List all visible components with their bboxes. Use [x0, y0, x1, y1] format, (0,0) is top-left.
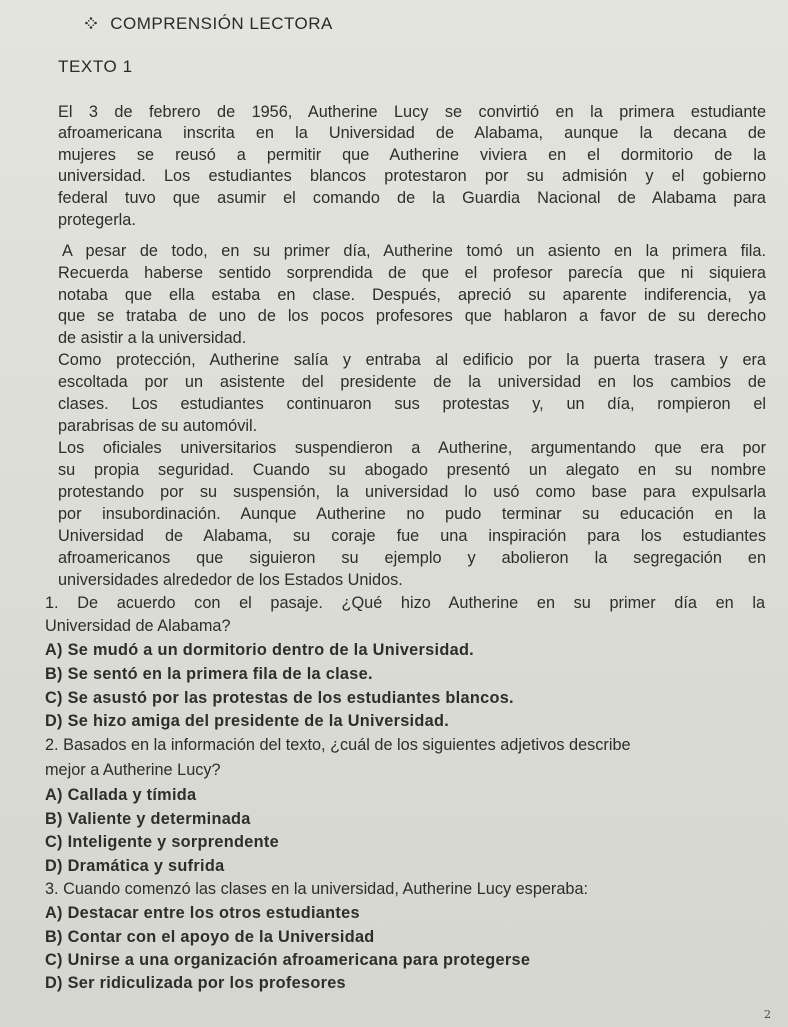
question-3-text: 3. Cuando comenzó las clases en la universidad, Autherine Lucy esperaba: [45, 880, 589, 898]
text-label: TEXTO 1 [58, 57, 133, 76]
question-1-option-c: C) Se asustó por las protestas de los estudiantes blancos. [45, 689, 514, 707]
question-1-text: Universidad de Alabama? [45, 617, 231, 635]
question-1-text: 1. De acuerdo con el pasaje. ¿Qué hizo Autherine en su primer día en la [45, 594, 765, 612]
question-3-option-a: A) Destacar entre los otros estudiantes [45, 904, 360, 922]
question-2-text: 2. Basados en la información del texto, ¿cuál de los siguientes adjetivos describe [45, 736, 631, 754]
question-2-option-c: C) Inteligente y sorprendente [45, 833, 279, 851]
diamond-dots-icon [85, 16, 97, 33]
passage-line: El 3 de febrero de 1956, Autherine Lucy se convirtió en la primera estudiante [58, 103, 766, 121]
passage-line: de asistir a la universidad. [58, 329, 247, 347]
passage-line: escoltada por un asistente del presidente de la universidad en los cambios de [58, 373, 766, 391]
passage-line: afroamericanos que siguieron su ejemplo y abolieron la segregación en [58, 549, 766, 567]
passage-line: Universidad de Alabama, su coraje fue una inspiración para los estudiantes [58, 527, 766, 545]
question-3-option-d: D) Ser ridiculizada por los profesores [45, 974, 346, 992]
passage-line: su propia seguridad. Cuando su abogado presentó un alegato en su nombre [58, 461, 766, 479]
question-1-option-a: A) Se mudó a un dormitorio dentro de la Universidad. [45, 641, 475, 659]
question-2-text: mejor a Autherine Lucy? [45, 761, 221, 779]
question-2-option-d: D) Dramática y sufrida [45, 857, 225, 875]
passage-line: Como protección, Autherine salía y entraba al edificio por la puerta trasera y era [58, 351, 766, 369]
question-2-option-a: A) Callada y tímida [45, 786, 197, 804]
passage-line: mujeres se reusó a permitir que Autherine viviera en el dormitorio de la [58, 146, 766, 164]
passage-line: federal tuvo que asumir el comando de la Guardia Nacional de Alabama para [58, 189, 766, 207]
passage-line: notaba que ella estaba en clase. Después, apreció su aparente indiferencia, ya [58, 286, 766, 304]
question-3-option-c: C) Unirse a una organización afroamericana para protegerse [45, 951, 531, 969]
passage-line: protestando por su suspensión, la universidad lo usó como base para expulsarla [58, 483, 766, 501]
passage-line: por insubordinación. Aunque Autherine no pudo terminar su educación en la [58, 505, 766, 523]
passage-line: parabrisas de su automóvil. [58, 417, 258, 435]
passage-line: protegerla. [58, 211, 136, 229]
passage-line: Los oficiales universitarios suspendieron a Autherine, argumentando que era por [58, 439, 766, 457]
section-title: COMPRENSIÓN LECTORA [110, 14, 333, 33]
question-1-option-b: B) Se sentó en la primera fila de la clase. [45, 665, 373, 683]
page-number: 2 [764, 1008, 771, 1021]
passage-line: Recuerda haberse sentido sorprendida de que el profesor parecía que ni siquiera [58, 264, 766, 282]
passage-line: que se trataba de uno de los pocos profesores que hablaron a favor de su derecho [58, 307, 766, 325]
passage-line: universidad. Los estudiantes blancos protestaron por su admisión y el gobierno [58, 167, 766, 185]
passage-line: clases. Los estudiantes continuaron sus protestas y, un día, rompieron el [58, 395, 766, 413]
question-2-option-b: B) Valiente y determinada [45, 810, 251, 828]
question-1-option-d: D) Se hizo amiga del presidente de la Universidad. [45, 712, 450, 730]
section-header [85, 14, 333, 34]
passage-line: afroamericana inscrita en la Universidad de Alabama, aunque la decana de [58, 124, 766, 142]
passage-line: universidades alrededor de los Estados Unidos. [58, 571, 403, 589]
question-3-option-b: B) Contar con el apoyo de la Universidad [45, 928, 375, 946]
passage-line: A pesar de todo, en su primer día, Autherine tomó un asiento en la primera fila. [62, 242, 766, 260]
